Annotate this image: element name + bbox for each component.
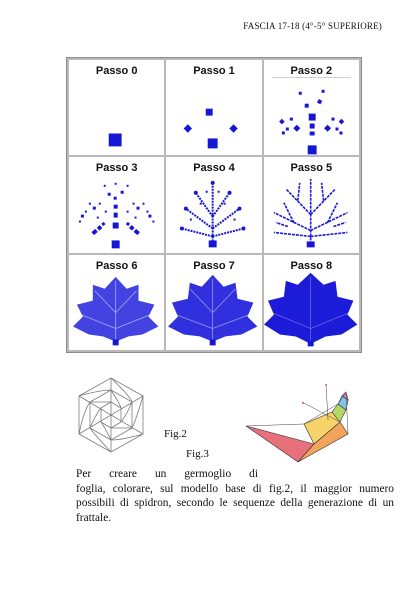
step-cell-8 (264, 255, 359, 350)
fractal-step-6-figure (69, 255, 164, 350)
step-cell-4 (166, 157, 261, 252)
step-label-1: Passo 1 (193, 65, 235, 77)
instruction-paragraph (76, 467, 394, 525)
step-label-5: Passo 5 (290, 162, 333, 175)
fractal-step-8-figure (264, 255, 359, 350)
fig2-spidron-hexagon (70, 374, 152, 456)
fractal-step-1-figure (166, 60, 261, 155)
paragraph-line-2: foglia, colorare, sul modello base di fig.2, il maggior numero (76, 482, 394, 495)
step-label-0: Passo 0 (95, 65, 138, 77)
fractal-steps-grid (66, 57, 362, 353)
fractal-step-7-figure (166, 255, 261, 350)
paragraph-line-4: frattale. (76, 511, 112, 524)
step-label-6: Passo 6 (95, 259, 138, 272)
paragraph-line-3: possibili di spidron, secondo le sequenze della generazione di un (76, 497, 394, 509)
fig3-caption: Fig.3 (186, 448, 209, 460)
step-cell-1 (166, 60, 261, 155)
fig3-spidron-spiral (242, 382, 362, 472)
fractal-step-5-figure (264, 157, 359, 252)
step-cell-6 (69, 255, 164, 350)
step-cell-0 (69, 60, 164, 155)
step-label-8: Passo 8 (290, 259, 333, 272)
fractal-step-0-figure (69, 60, 164, 155)
step-cell-7 (166, 255, 261, 350)
fig2-caption: Fig.2 (164, 428, 187, 440)
fractal-step-2-figure (264, 60, 359, 155)
step-cell-5 (264, 157, 359, 252)
step-label-7: Passo 7 (193, 259, 235, 272)
fractal-step-4-figure (166, 157, 261, 252)
paragraph-line-1: Per creare un germoglio di (76, 468, 258, 480)
step-label-2: Passo 2 (290, 65, 333, 77)
fractal-step-3-figure (69, 157, 164, 252)
step-label-4: Passo 4 (193, 162, 235, 175)
step-label-3: Passo 3 (95, 162, 138, 175)
step-cell-2 (264, 60, 359, 155)
step-cell-3 (69, 157, 164, 252)
page-header: FASCIA 17-18 (4°-5° SUPERIORE) (243, 21, 382, 31)
